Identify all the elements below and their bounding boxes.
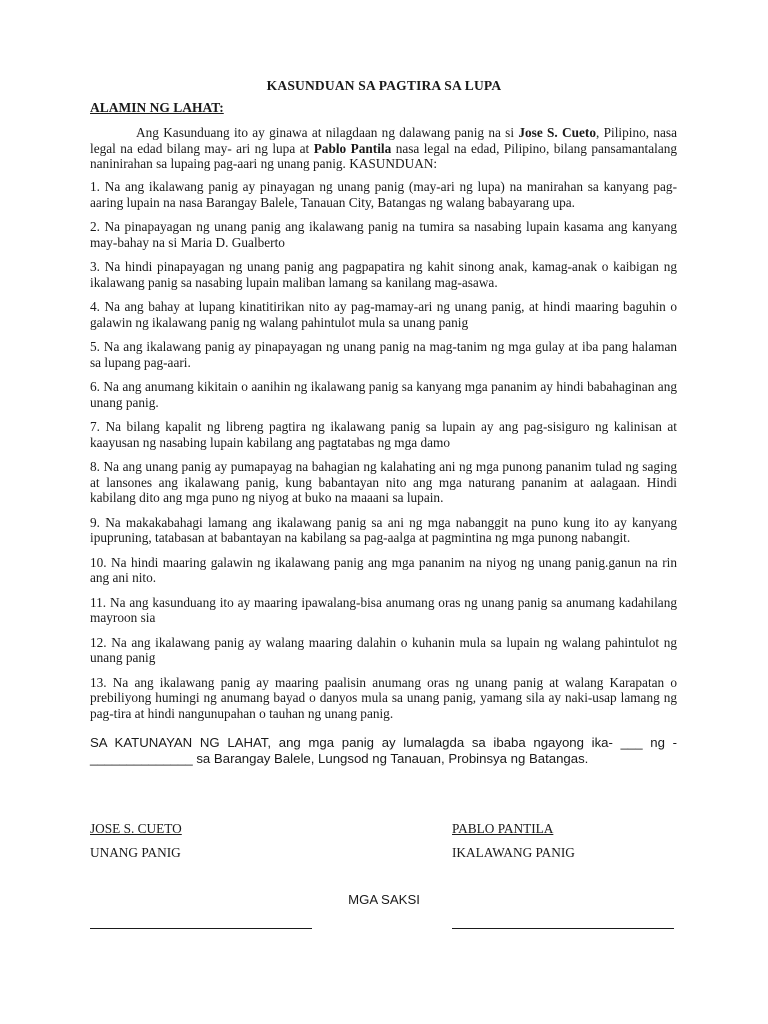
intro-text-2: , Pilipino, nasa legal na edad bilang may- ari ng lupa at: [90, 125, 677, 156]
clause-13: 13. Na ang ikalawang panig ay maaring paalisin anumang oras ng unang panig at walang Karapatan o prebiliyong humingi ng anumang bayad o danyos mula sa unang panig, yamang sila ay naki-usap lamang ng pag-tira at hindi nangunupahan o tauhan ng unang panig.: [90, 674, 677, 721]
clause-4: 4. Na ang bahay at lupang kinatitirikan nito ay pag-mamay-ari ng unang panig, at hindi maaring baguhin o galawin ng ikalawang panig ng walang pahintulot mula sa unang panig: [90, 299, 677, 330]
clause-list: [90, 179, 677, 730]
witness-signature-line-1: [90, 928, 312, 929]
intro-text-1: Ang Kasunduang ito ay ginawa at nilagdaan ng dalawang panig na si: [136, 125, 519, 140]
second-signatory-name: PABLO PANTILA: [452, 821, 554, 836]
clause-7: 7. Na bilang kapalit ng libreng pagtira ng ikalawang panig sa lupain ay ang pag-sisiguro ng kalinisan at kaayusan ng nasabing lupain kabilang ang pagtatabas ng mga damo: [90, 419, 677, 450]
document-heading: ALAMIN NG LAHAT:: [90, 100, 224, 115]
clause-10: 10. Na hindi maaring galawin ng ikalawang panig ang mga pananim na niyog ng unang panig.ganun na rin ang ani nito.: [90, 554, 677, 585]
intro-text-3: nasa legal na edad, Pilipino, bilang pansamantalang naninirahan sa lupaing pag-aari ng unang panig. KASUNDUAN:: [90, 140, 678, 171]
clause-8: 8. Na ang unang panig ay pumapayag na bahagian ng kalahating ani ng mga punong pananim tulad ng saging at lansones ang ikalawang panig, kung babantayan nito ang mga naturang pananim at aalagaan. Hindi kabilang dito ang mga puno ng niyog at buko na maaani sa lupain.: [90, 459, 677, 505]
clause-11: 11. Na ang kasunduang ito ay maaring ipawalang-bisa anumang oras ng unang panig sa anumang kadahilang mayroon sia: [90, 594, 677, 625]
closing-statement: SA KATUNAYAN NG LAHAT, ang mga panig ay lumalagda sa ibaba ngayong ika- ___ ng - ______________ sa Barangay Balele, Lungsod ng Tanauan, Probinsya ng Batangas.: [90, 735, 677, 766]
document-title: KASUNDUAN SA PAGTIRA SA LUPA: [266, 78, 502, 93]
clause-9: 9. Na makakabahagi lamang ang ikalawang panig sa ani ng mga nabanggit na puno kung ito ay kanyang ipupruning, tatabasan at babantayan na kabilang sa pag-aalga at pagmintina ng mga punong nabangit.: [90, 514, 677, 545]
first-signatory-role: UNANG PANIG: [90, 845, 181, 860]
intro-paragraph: [90, 125, 677, 172]
first-party-name: Jose S. Cueto: [518, 125, 597, 140]
witness-title: MGA SAKSI: [348, 892, 420, 907]
clause-2: 2. Na pinapayagan ng unang panig ang ikalawang panig na tumira sa nasabing lupain kasama ang kanyang may-bahay na si Maria D. Gualberto: [90, 219, 677, 250]
clause-6: 6. Na ang anumang kikitain o aanihin ng ikalawang panig sa kanyang mga pananim ay hindi babahaginan ang unang panig.: [90, 379, 677, 410]
clause-1: 1. Na ang ikalawang panig ay pinayagan ng unang panig (may-ari ng lupa) na manirahan sa kanyang pag-aaring lupain na nasa Barangay Balele, Tanauan City, Batangas ng walang babayarang upa.: [90, 179, 677, 210]
clause-3: 3. Na hindi pinapayagan ng unang panig ang pagpapatira ng kahit sinong anak, kamag-anak o kaibigan ng ikalawang panig sa nasabing lupain maliban lamang sa kanilang mag-asawa.: [90, 259, 677, 290]
witness-signature-line-2: [452, 928, 674, 929]
clause-5: 5. Na ang ikalawang panig ay pinapayagan ng unang panig na mag-tanim ng mga gulay at iba pang halaman sa lupang pag-aari.: [90, 339, 677, 370]
second-signatory-role: IKALAWANG PANIG: [452, 845, 575, 860]
first-signatory-name: JOSE S. CUETO: [90, 821, 182, 836]
clause-12: 12. Na ang ikalawang panig ay walang maaring dalahin o kuhanin mula sa lupain ng walang pahintulot ng unang panig: [90, 634, 677, 665]
second-party-name: Pablo Pantila: [313, 140, 392, 156]
